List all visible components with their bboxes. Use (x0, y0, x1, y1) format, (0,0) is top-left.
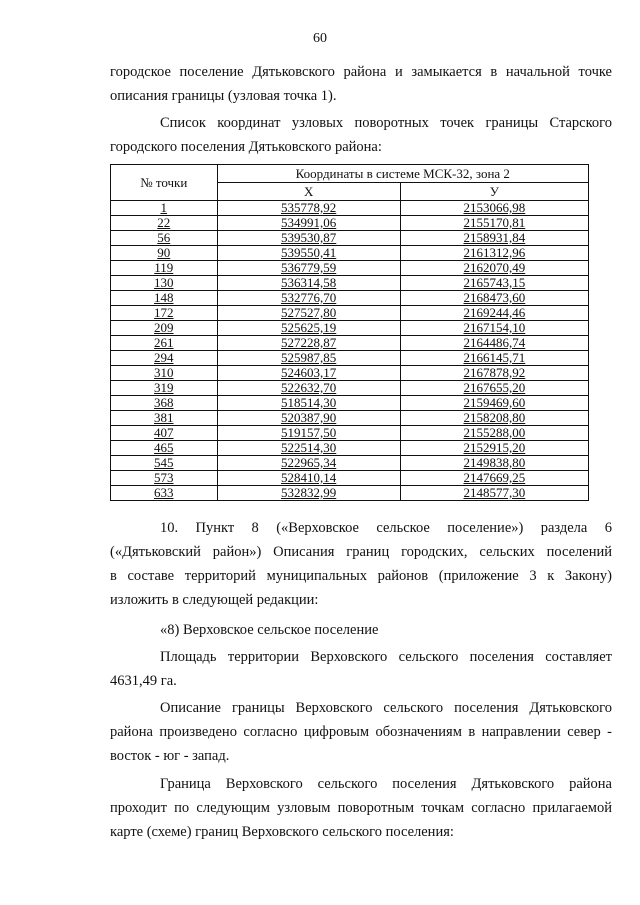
coordinate-x: 535778,92 (217, 201, 400, 216)
paragraph-area (110, 645, 612, 693)
paragraph-boundary-points (110, 772, 612, 844)
coordinate-x: 522632,70 (217, 381, 400, 396)
coordinate-x: 525987,85 (217, 351, 400, 366)
coordinate-x: 518514,30 (217, 396, 400, 411)
table-row (111, 411, 589, 426)
point-number: 407 (111, 426, 218, 441)
column-header-coordinates: Координаты в системе МСК-32, зона 2 (217, 165, 588, 183)
paragraph-line: («Дятьковский район») Описания границ городских, сельских поселений (110, 544, 612, 560)
paragraph-line: в составе территорий муниципальных районов (приложение 3 к Закону) (110, 568, 612, 584)
paragraph-line: городского поселения Дятьковского района: (110, 139, 382, 155)
point-number: 573 (111, 471, 218, 486)
coordinate-y: 2158931,84 (400, 231, 588, 246)
coordinate-x: 522514,30 (217, 441, 400, 456)
table-row (111, 336, 589, 351)
coordinate-y: 2155170,81 (400, 216, 588, 231)
table-body (111, 201, 589, 501)
point-number: 90 (111, 246, 218, 261)
coordinate-x: 524603,17 (217, 366, 400, 381)
coordinate-y: 2152915,20 (400, 441, 588, 456)
paragraph-line: городское поселение Дятьковского района и замыкается в начальной точке (110, 64, 612, 80)
coordinate-x: 539530,87 (217, 231, 400, 246)
coordinate-y: 2166145,71 (400, 351, 588, 366)
table-row (111, 291, 589, 306)
table-row (111, 246, 589, 261)
point-number: 22 (111, 216, 218, 231)
coordinate-x: 536314,58 (217, 276, 400, 291)
table-row (111, 486, 589, 501)
point-number: 368 (111, 396, 218, 411)
paragraph-line: «8) Верховское сельское поселение (160, 622, 379, 638)
table-header-row (111, 165, 589, 183)
column-header-x: X (217, 183, 400, 201)
table-row (111, 366, 589, 381)
point-number: 319 (111, 381, 218, 396)
coordinates-table (110, 164, 589, 501)
coordinate-x: 527527,80 (217, 306, 400, 321)
table-row (111, 426, 589, 441)
coordinate-x: 522965,34 (217, 456, 400, 471)
point-number: 209 (111, 321, 218, 336)
paragraph-line: Площадь территории Верховского сельского поселения составляет (160, 649, 612, 665)
point-number: 172 (111, 306, 218, 321)
point-number: 381 (111, 411, 218, 426)
column-header-y: У (400, 183, 588, 201)
table-row (111, 396, 589, 411)
coordinate-y: 2147669,25 (400, 471, 588, 486)
table-row (111, 351, 589, 366)
coordinate-y: 2155288,00 (400, 426, 588, 441)
page-number: 60 (313, 31, 327, 46)
paragraph-line: 10. Пункт 8 («Верховское сельское поселение») раздела 6 (160, 520, 612, 536)
table-row (111, 261, 589, 276)
paragraph-boundary-description (110, 696, 612, 768)
coordinate-y: 2169244,46 (400, 306, 588, 321)
coordinate-x: 520387,90 (217, 411, 400, 426)
coordinate-y: 2162070,49 (400, 261, 588, 276)
table-row (111, 201, 589, 216)
coordinate-x: 527228,87 (217, 336, 400, 351)
table-row (111, 441, 589, 456)
point-number: 1 (111, 201, 218, 216)
table-row (111, 471, 589, 486)
coordinate-y: 2167878,92 (400, 366, 588, 381)
coordinate-y: 2167154,10 (400, 321, 588, 336)
point-number: 545 (111, 456, 218, 471)
coordinate-x: 534991,06 (217, 216, 400, 231)
point-number: 633 (111, 486, 218, 501)
column-header-point: № точки (111, 165, 218, 201)
paragraph-item-10 (110, 516, 612, 612)
coordinate-y: 2159469,60 (400, 396, 588, 411)
coordinate-x: 532832,99 (217, 486, 400, 501)
coordinate-x: 519157,50 (217, 426, 400, 441)
coordinate-y: 2167655,20 (400, 381, 588, 396)
coordinate-y: 2168473,60 (400, 291, 588, 306)
paragraph-line: изложить в следующей редакции: (110, 592, 319, 608)
paragraph-line: описания границы (узловая точка 1). (110, 88, 337, 104)
paragraph-line: района произведено согласно цифровым обозначениям в направлении север - (110, 724, 612, 740)
point-number: 261 (111, 336, 218, 351)
paragraph-line: карте (схеме) границ Верховского сельского поселения: (110, 824, 454, 840)
paragraph-line: Описание границы Верховского сельского поселения Дятьковского (160, 700, 612, 716)
paragraph-table-intro (110, 111, 612, 159)
paragraph-line: Граница Верховского сельского поселения Дятьковского района (160, 776, 612, 792)
table-row (111, 306, 589, 321)
table-row (111, 276, 589, 291)
table-row (111, 456, 589, 471)
coordinate-y: 2161312,96 (400, 246, 588, 261)
coordinate-y: 2153066,98 (400, 201, 588, 216)
paragraph-line: восток - юг - запад. (110, 748, 230, 764)
coordinate-x: 539550,41 (217, 246, 400, 261)
point-number: 119 (111, 261, 218, 276)
table-row (111, 381, 589, 396)
coordinate-x: 525625,19 (217, 321, 400, 336)
coordinate-x: 536779,59 (217, 261, 400, 276)
point-number: 465 (111, 441, 218, 456)
paragraph-line: Список координат узловых поворотных точек границы Старского (160, 115, 612, 131)
coordinate-y: 2148577,30 (400, 486, 588, 501)
table-row (111, 231, 589, 246)
point-number: 56 (111, 231, 218, 246)
coordinate-y: 2149838,80 (400, 456, 588, 471)
point-number: 310 (111, 366, 218, 381)
section-heading (110, 618, 612, 642)
coordinate-y: 2164486,74 (400, 336, 588, 351)
point-number: 148 (111, 291, 218, 306)
point-number: 294 (111, 351, 218, 366)
coordinate-x: 532776,70 (217, 291, 400, 306)
paragraph-continuation (110, 60, 612, 108)
point-number: 130 (111, 276, 218, 291)
coordinate-y: 2158208,80 (400, 411, 588, 426)
coordinate-y: 2165743,15 (400, 276, 588, 291)
table-row (111, 216, 589, 231)
table-row (111, 321, 589, 336)
paragraph-line: проходит по следующим узловым поворотным точкам согласно прилагаемой (110, 800, 612, 816)
coordinate-x: 528410,14 (217, 471, 400, 486)
paragraph-line: 4631,49 га. (110, 673, 177, 689)
